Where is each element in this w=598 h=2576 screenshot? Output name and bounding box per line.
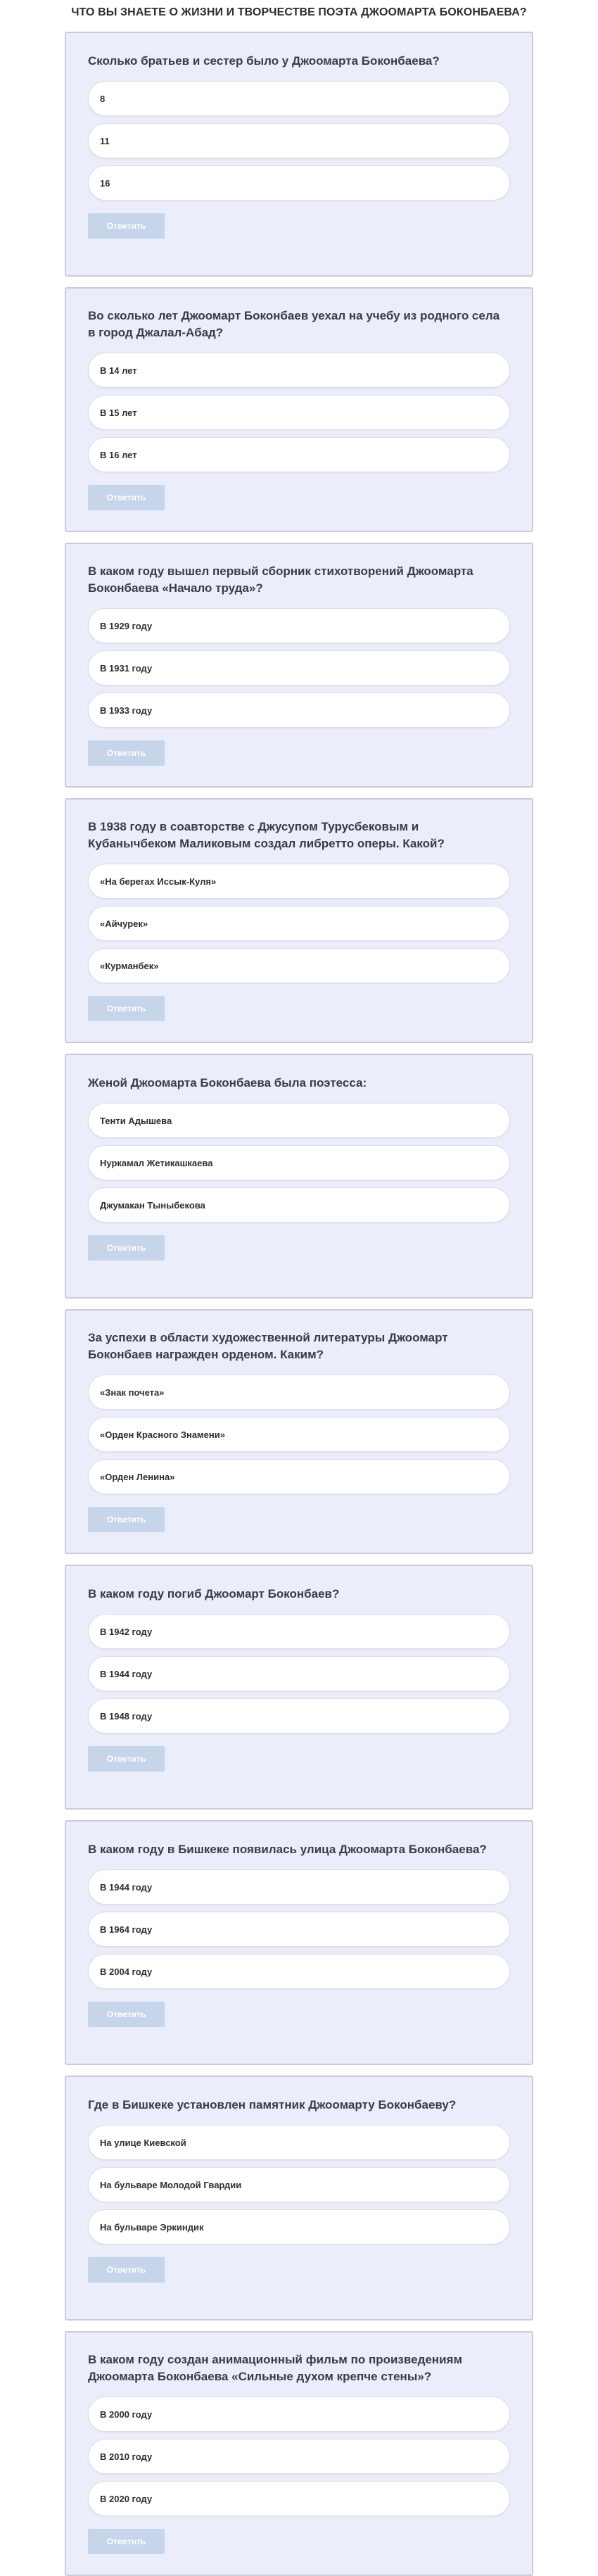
question-text: Женой Джоомарта Боконбаева была поэтесса:: [88, 1076, 367, 1090]
answer-option[interactable]: [88, 2439, 510, 2474]
answer-option[interactable]: [88, 1417, 510, 1452]
answer-option-label: Тенти Адышева: [100, 1116, 172, 1126]
submit-answer-button[interactable]: Ответить: [88, 485, 165, 510]
answer-option[interactable]: [88, 2167, 510, 2202]
answer-option-label: Джумакан Тыныбекова: [100, 1200, 205, 1211]
answer-option-label: «Курманбек»: [100, 961, 159, 971]
answer-option-label: 16: [100, 178, 110, 189]
answer-option-label: В 1944 году: [100, 1669, 153, 1679]
answer-option-label: В 2010 году: [100, 2451, 153, 2462]
answer-option[interactable]: [88, 395, 510, 430]
question-text: Сколько братьев и сестер было у Джоомарта Боконбаева?: [88, 54, 440, 68]
question-card: [65, 798, 533, 1043]
answer-option[interactable]: [88, 2481, 510, 2516]
question-text: В каком году вышел первый сборник стихотворений Джоомарта Боконбаева «Начало труда»?: [88, 564, 473, 595]
answer-option-label: «Орден Красного Знамени»: [100, 1429, 225, 1440]
question-card: [65, 543, 533, 788]
answer-option-label: В 15 лет: [100, 408, 137, 418]
page-title: ЧТО ВЫ ЗНАЕТЕ О ЖИЗНИ И ТВОРЧЕСТВЕ ПОЭТА ДЖООМАРТА БОКОНБАЕВА?: [71, 6, 527, 18]
submit-answer-button[interactable]: Ответить: [88, 2002, 165, 2027]
question-text: Во сколько лет Джоомарт Боконбаев уехал на учебу из родного села в город Джалал-Абад?: [88, 309, 500, 339]
answer-option[interactable]: [88, 353, 510, 388]
answer-option-label: В 1931 году: [100, 663, 153, 674]
question-card: [65, 1054, 533, 1299]
answer-option-label: На бульваре Эркиндик: [100, 2222, 204, 2233]
answer-option-label: В 1933 году: [100, 705, 153, 716]
question-text: В 1938 году в соавторстве с Джусупом Турусбековым и Кубанычбеком Маликовым создал либретто оперы. Какой?: [88, 820, 445, 850]
answer-option[interactable]: [88, 948, 510, 983]
question-text: В каком году погиб Джоомарт Боконбаев?: [88, 1587, 340, 1600]
answer-option-label: На улице Киевской: [100, 2138, 186, 2148]
answer-option[interactable]: [88, 864, 510, 899]
answer-option-label: В 1942 году: [100, 1627, 153, 1637]
answer-option-label: В 1929 году: [100, 621, 153, 631]
question-text: В каком году в Бишкеке появилась улица Джоомарта Боконбаева?: [88, 1843, 487, 1856]
answer-option[interactable]: [88, 608, 510, 643]
answer-option-label: «На берегах Иссык-Куля»: [100, 876, 217, 887]
answer-option[interactable]: [88, 165, 510, 201]
answer-option[interactable]: [88, 1187, 510, 1223]
answer-option-label: В 1948 году: [100, 1711, 153, 1722]
answer-option[interactable]: [88, 123, 510, 158]
answer-option-label: В 1944 году: [100, 1882, 153, 1893]
answer-option[interactable]: [88, 650, 510, 686]
answer-option[interactable]: [88, 1912, 510, 1947]
answer-option-label: В 1964 году: [100, 1924, 153, 1935]
answer-option-label: На бульваре Молодой Гвардии: [100, 2180, 242, 2190]
answer-option[interactable]: [88, 1869, 510, 1905]
submit-answer-button[interactable]: Ответить: [88, 996, 165, 1021]
answer-option-label: В 2004 году: [100, 1966, 153, 1977]
question-text: За успехи в области художественной литературы Джоомарт Боконбаев награжден орденом. Каким?: [88, 1331, 448, 1361]
question-card: [65, 1820, 533, 2065]
question-text: В каком году создан анимационный фильм по произведениям Джоомарта Боконбаева «Сильные духом крепче стены»?: [88, 2353, 463, 2383]
submit-answer-button[interactable]: Ответить: [88, 2257, 165, 2283]
answer-option[interactable]: [88, 1614, 510, 1649]
answer-option[interactable]: [88, 1459, 510, 1494]
answer-option[interactable]: [88, 1656, 510, 1691]
submit-answer-button[interactable]: Ответить: [88, 213, 165, 239]
answer-option-label: 8: [100, 94, 106, 104]
answer-option[interactable]: [88, 1103, 510, 1138]
answer-option[interactable]: [88, 906, 510, 941]
question-card: [65, 2076, 533, 2321]
answer-option[interactable]: [88, 81, 510, 116]
question-card: [65, 1309, 533, 1554]
answer-option[interactable]: [88, 693, 510, 728]
question-card: [65, 2331, 533, 2576]
answer-option-label: «Айчурек»: [100, 918, 148, 929]
answer-option-label: В 16 лет: [100, 450, 137, 460]
submit-answer-button[interactable]: Ответить: [88, 1746, 165, 1772]
submit-answer-button[interactable]: Ответить: [88, 2529, 165, 2554]
answer-option[interactable]: [88, 437, 510, 472]
question-card: [65, 287, 533, 532]
answer-option[interactable]: [88, 1698, 510, 1734]
question-text: Где в Бишкеке установлен памятник Джоомарту Боконбаеву?: [88, 2098, 457, 2111]
answer-option-label: В 2020 году: [100, 2494, 153, 2504]
answer-option[interactable]: [88, 2125, 510, 2160]
answer-option-label: В 14 лет: [100, 365, 137, 376]
answer-option[interactable]: [88, 1145, 510, 1180]
answer-option-label: «Орден Ленина»: [100, 1472, 175, 1482]
submit-answer-button[interactable]: Ответить: [88, 1507, 165, 1532]
submit-answer-button[interactable]: Ответить: [88, 740, 165, 766]
question-card: [65, 32, 533, 277]
answer-option-label: Нуркамал Жетикашкаева: [100, 1158, 213, 1168]
answer-option[interactable]: [88, 2397, 510, 2432]
submit-answer-button[interactable]: Ответить: [88, 1235, 165, 1261]
answer-option-label: В 2000 году: [100, 2409, 153, 2420]
answer-option[interactable]: [88, 1954, 510, 1989]
answer-option[interactable]: [88, 2209, 510, 2244]
answer-option[interactable]: [88, 1375, 510, 1410]
question-card: [65, 1565, 533, 1810]
answer-option-label: 11: [100, 136, 110, 146]
answer-option-label: «Знак почета»: [100, 1387, 165, 1398]
